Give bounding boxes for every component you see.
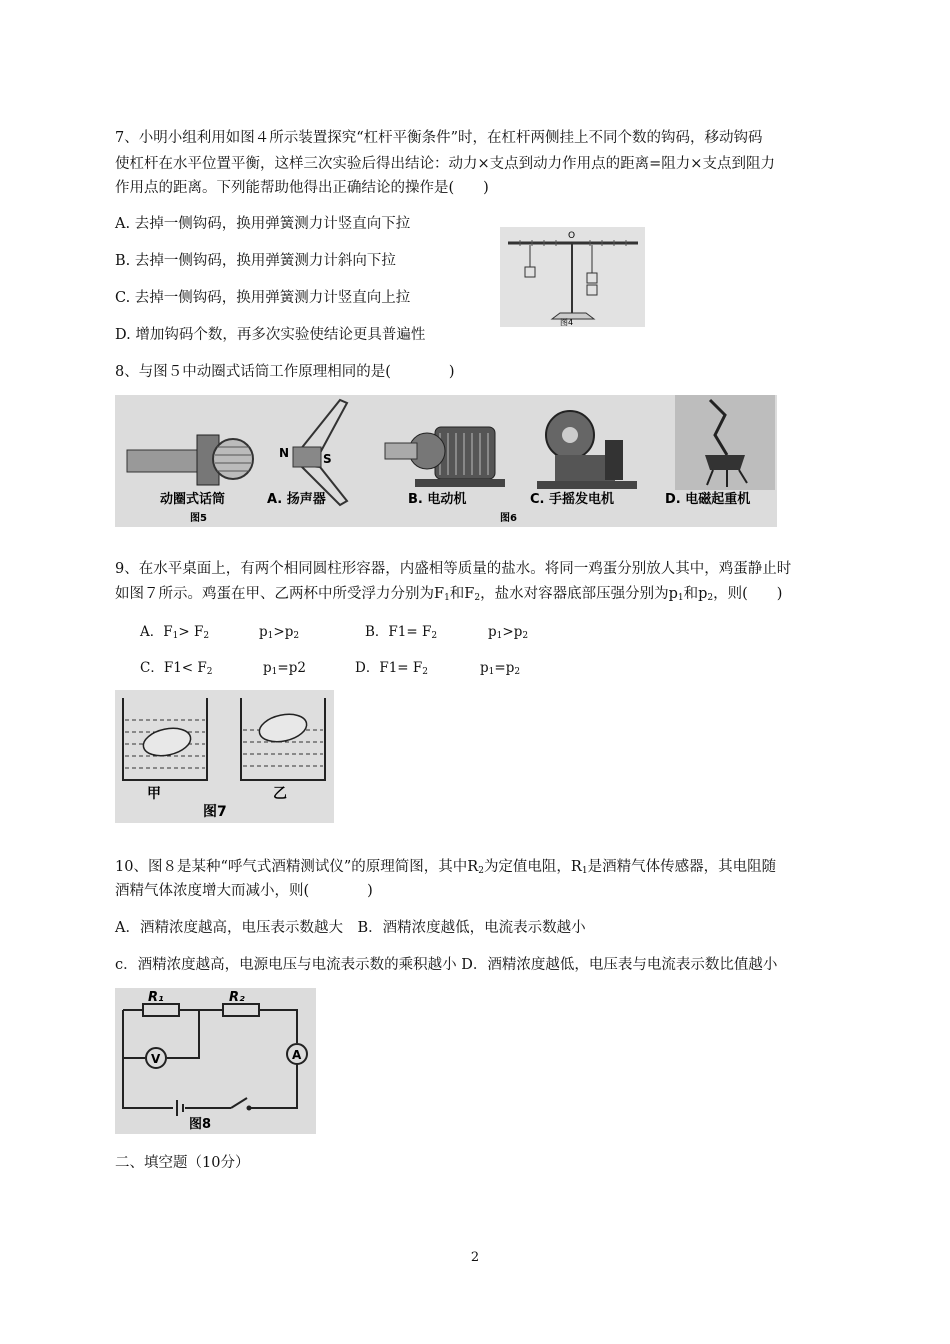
- label-hand-generator: C. 手摇发电机: [530, 492, 615, 507]
- figure-5-caption: 图5: [190, 513, 207, 524]
- motor-illustration: [385, 427, 505, 487]
- figure-8-circuit: [115, 988, 316, 1134]
- q10-option-cd: c．酒精浓度越高，电源电压与电流表示数的乘积越小 D．酒精浓度越低，电压表与电流表示数比值越小: [115, 957, 778, 973]
- resistor-r2-label: R₂: [229, 990, 245, 1005]
- q9-option-a: A．$F_1> F_2$: [140, 624, 210, 641]
- q10-line-1: 10、图８是某种“呼气式酒精测试仪”的原理简图，其中$R_2$为定值电阻，$R_1$是酒精气体传感器，其电阻随: [115, 859, 777, 876]
- q7-option-d: D. 增加钩码个数，再多次实验使结论更具普遍性: [115, 327, 426, 343]
- magnet-s-label: S: [323, 452, 332, 466]
- voltmeter-label: V: [151, 1052, 161, 1066]
- q9-option-d-pressure: $p_1=p_2$: [480, 660, 521, 677]
- q7-line-1: 7、小明小组利用如图４所示装置探究“杠杆平衡条件”时，在杠杆两侧挂上不同个数的钩码，移动钩码: [115, 130, 763, 146]
- figure-7-caption: 图7: [203, 804, 227, 820]
- q9-option-b: B．$F1= F_2$: [365, 624, 438, 641]
- label-loudspeaker: A. 扬声器: [267, 492, 326, 507]
- ammeter-label: A: [292, 1048, 302, 1062]
- q9-option-b-pressure: $p_1>p_2$: [488, 624, 529, 641]
- figure-7-cups: [115, 690, 334, 823]
- page-number: 2: [470, 1250, 480, 1265]
- lever-pivot-label: O: [568, 231, 576, 241]
- q9-option-d: D．$F1= F_2$: [355, 660, 428, 677]
- q7-option-b: B. 去掉一侧钩码，换用弹簧测力计斜向下拉: [115, 253, 396, 269]
- q9-option-c: C．$F1< F_2$: [140, 660, 213, 677]
- figure-4-lever: [500, 227, 645, 327]
- section-2-heading: 二、填空题（10分）: [115, 1155, 250, 1171]
- q7-line-2: 使杠杆在水平位置平衡，这样三次实验后得出结论：动力×支点到动力作用点的距离=阻力×支点到阻力: [115, 156, 775, 172]
- label-crane: D. 电磁起重机: [665, 492, 751, 507]
- figure-6-caption: 图6: [500, 513, 517, 524]
- cup-yi-label: 乙: [273, 786, 287, 802]
- q9-line-2: 如图７所示。鸡蛋在甲、乙两杯中所受浮力分别为$F_1$和$F_2$，盐水对容器底部压强分别为$p_1$和$p_2$，则( ): [115, 586, 783, 603]
- q9-option-c-pressure: $p_1=p2$: [263, 660, 306, 677]
- hand-generator-illustration: [537, 411, 637, 489]
- loudspeaker-illustration: [279, 400, 347, 505]
- q7-line-3: 作用点的距离。下列能帮助他得出正确结论的操作是( ): [115, 180, 489, 196]
- figure-4-caption: 图4: [560, 318, 574, 327]
- resistor-r1-label: R₁: [148, 990, 164, 1005]
- q7-option-c: C. 去掉一侧钩码，换用弹簧测力计竖直向上拉: [115, 290, 411, 306]
- label-microphone: 动圈式话筒: [160, 492, 226, 507]
- crane-illustration: [675, 395, 775, 490]
- figure-8-caption: 图8: [189, 1117, 212, 1132]
- magnet-n-label: N: [279, 446, 290, 460]
- q9-line-1: 9、在水平桌面上，有两个相同圆柱形容器，内盛相等质量的盐水。将同一鸡蛋分别放人其中，鸡蛋静止时: [115, 561, 792, 577]
- figure-5-6-devices: [115, 395, 777, 527]
- q10-line-2: 酒精气体浓度增大而减小，则( ): [115, 883, 373, 899]
- label-motor: B. 电动机: [408, 492, 467, 507]
- q9-option-a-pressure: $p_1>p_2$: [259, 624, 300, 641]
- q7-option-a: A. 去掉一侧钩码，换用弹簧测力计竖直向下拉: [115, 216, 411, 232]
- microphone-illustration: [127, 435, 253, 485]
- q8-text: 8、与图５中动圈式话筒工作原理相同的是( ): [115, 364, 455, 380]
- q10-option-ab: A．酒精浓度越高，电压表示数越大 B．酒精浓度越低，电流表示数越小: [115, 920, 586, 936]
- cup-jia-label: 甲: [147, 786, 161, 802]
